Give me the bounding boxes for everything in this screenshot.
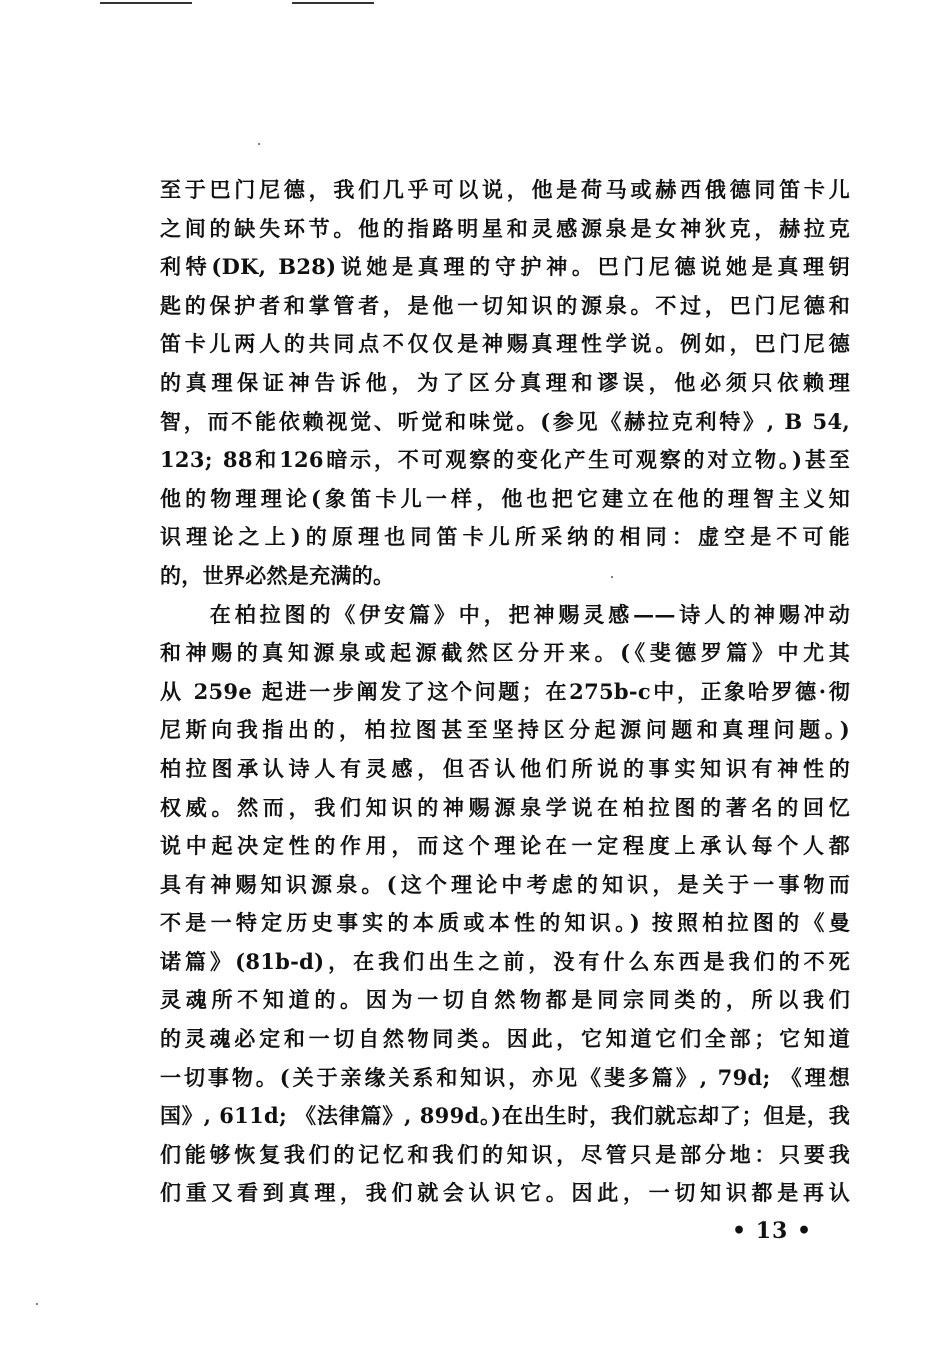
scan-speck (36, 1303, 38, 1305)
text-line: 123; 88和126暗示，不可观察的变化产生可观察的对立物。)甚至 (160, 447, 850, 473)
text-line: 们能够恢复我们的记忆和我们的知识，尽管只是部分地：只要我 (160, 1141, 850, 1167)
header-rule-right (292, 2, 374, 4)
text-line: 匙的保护者和掌管者，是他一切知识的源泉。不过，巴门尼德和 (160, 292, 850, 318)
text-line: 具有神赐知识源泉。(这个理论中考虑的知识，是关于一事物而 (160, 871, 850, 897)
text-line: 之间的缺失环节。他的指路明星和灵感源泉是女神狄克，赫拉克 (160, 215, 850, 241)
text-line: 笛卡儿两人的共同点不仅仅是神赐真理性学说。例如，巴门尼德 (160, 331, 850, 357)
scan-speck (258, 143, 260, 145)
text-line: 不是一特定历史事实的本质或本性的知识。) 按照柏拉图的《曼 (160, 910, 850, 936)
text-line: 一切事物。(关于亲缘关系和知识，亦见《斐多篇》, 79d; 《理想 (160, 1064, 850, 1090)
text-line: 说中起决定性的作用，而这个理论在一定程度上承认每个人都 (160, 833, 850, 859)
text-line: 智，而不能依赖视觉、听觉和味觉。(参见《赫拉克利特》, B 54, (160, 408, 850, 434)
text-line: 的真理保证神告诉他，为了区分真理和谬误，他必须只依赖理 (160, 369, 850, 395)
text-line: 柏拉图承认诗人有灵感，但否认他们所说的事实知识有神性的 (160, 755, 850, 781)
text-line: 他的物理理论(象笛卡儿一样，他也把它建立在他的理智主义知 (160, 485, 850, 511)
text-line: 权威。然而，我们知识的神赐源泉学说在柏拉图的著名的回忆 (160, 794, 850, 820)
text-line: 们重又看到真理，我们就会认识它。因此，一切知识都是再认 (160, 1180, 850, 1206)
text-line: 利特(DK, B28)说她是真理的守护神。巴门尼德说她是真理钥 (160, 254, 850, 280)
text-line: 的灵魂必定和一切自然物同类。因此，它知道它们全部；它知道 (160, 1026, 850, 1052)
text-line: 从 259e 起进一步阐发了这个问题；在275b-c中，正象哈罗德·彻 (160, 678, 850, 704)
text-line: 在柏拉图的《伊安篇》中，把神赐灵感——诗人的神赐冲动 (160, 601, 850, 627)
text-line: 国》, 611d; 《法律篇》, 899d。)在出生时，我们就忘却了；但是，我 (160, 1103, 850, 1129)
body-text (160, 171, 850, 1213)
text-line: 和神赐的真知源泉或起源截然区分开来。(《斐德罗篇》中尤其 (160, 640, 850, 666)
text-line: 至于巴门尼德，我们几乎可以说，他是荷马或赫西俄德同笛卡儿 (160, 177, 850, 202)
text-line: 诺篇》(81b-d)，在我们出生之前，没有什么东西是我们的不死 (160, 948, 850, 974)
text-line: 的，世界必然是充满的。 (160, 562, 395, 588)
text-line: 灵魂所不知道的。因为一切自然物都是同宗同类的，所以我们 (160, 987, 850, 1013)
text-line: 尼斯向我指出的，柏拉图甚至坚持区分起源问题和真理问题。) (160, 717, 850, 743)
page-number: • 13 • (732, 1218, 813, 1244)
text-line: 识理论之上)的原理也同笛卡儿所采纳的相同：虚空是不可能 (160, 524, 850, 550)
header-rule-left (100, 2, 192, 4)
